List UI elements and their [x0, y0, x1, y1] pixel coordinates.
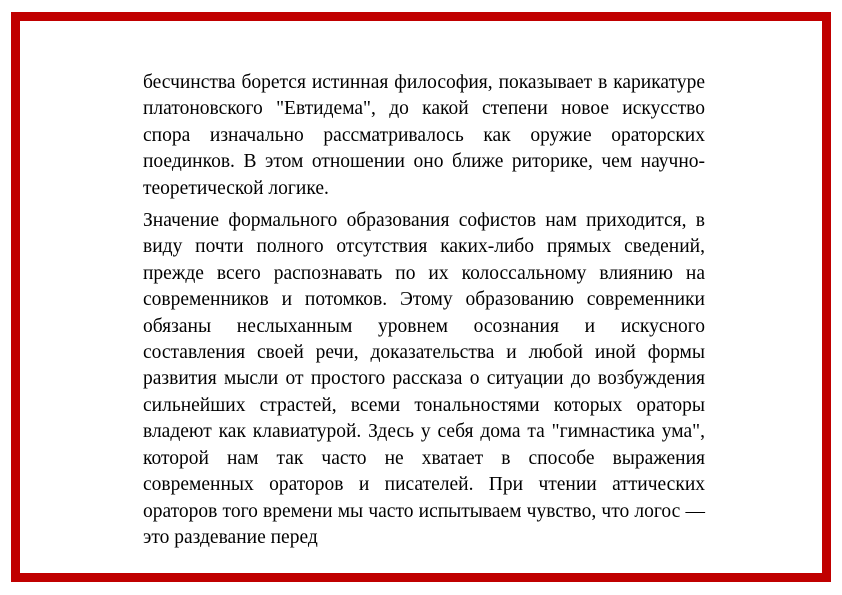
text-body [143, 70, 705, 551]
paragraph-2: Значение формального образования софистов нам приходится, в виду почти полного отсутствия каких-либо прямых сведений, прежде всего распознавать по их колоссальному влиянию на современников и потомков. Этому образованию современники обязаны неслыханным уровнем осознания и искусного составления своей речи, доказательства и любой иной формы развития мысли от простого рассказа о ситуации до возбуждения сильнейших страстей, всеми тональностями которых ораторы владеют как клавиатурой. Здесь у себя дома та "гимнастика ума", которой нам так часто не хватает в способе выражения современных ораторов и писателей. При чтении аттических ораторов того времени мы часто испытываем чувство, что логос — это раздевание перед [143, 210, 705, 548]
slide-frame [11, 12, 831, 582]
paragraph-1: бесчинства борется истинная философия, показывает в карикатуре платоновского "Евтидема", до какой степени новое искусство спора изначально рассматривалось как оружие ораторских поединков. В этом отношении оно ближе риторике, чем научно-теоретической логике. [143, 72, 705, 199]
